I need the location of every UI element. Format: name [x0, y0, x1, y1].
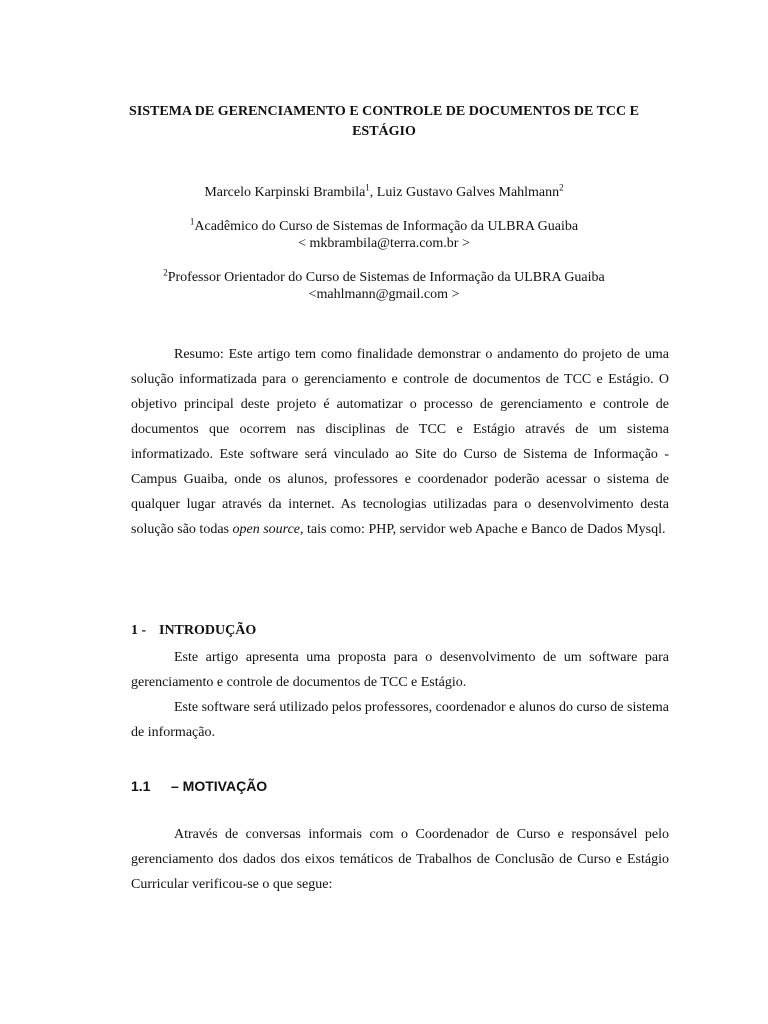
- affiliation-2-email: <mahlmann@gmail.com >: [308, 287, 460, 302]
- affiliation-1: [100, 218, 668, 252]
- author-2-superscript: 2: [559, 182, 564, 193]
- section-1-heading: [131, 621, 256, 641]
- author-2-name: Luiz Gustavo Galves Mahlmann: [376, 185, 560, 200]
- motivation-paragraph-text: Através de conversas informais com o Coordenador de Curso e responsável pelo gerenciamento dos dados dos eixos temáticos de Trabalhos de Conclusão de Curso e Estágio Curricular verificou-se o que segue:: [131, 827, 669, 892]
- paper-title: SISTEMA DE GERENCIAMENTO E CONTROLE DE DOCUMENTOS DE TCC E ESTÁGIO: [129, 104, 639, 139]
- affiliation-1-email: < mkbrambila@terra.com.br >: [298, 236, 470, 251]
- author-separator: ,: [369, 185, 377, 200]
- affiliation-2-text: Professor Orientador do Curso de Sistemas de Informação da ULBRA Guaiba: [167, 270, 605, 285]
- section-1-1-number: 1.1: [131, 778, 151, 794]
- affiliation-1-text: Acadêmico do Curso de Sistemas de Informação da ULBRA Guaiba: [194, 219, 579, 234]
- author-line: [100, 183, 668, 203]
- abstract-paragraph: [131, 342, 669, 542]
- intro-paragraph-1-text: Este artigo apresenta uma proposta para o desenvolvimento de um software para gerenciamento e controle de documentos de TCC e Estágio.: [131, 650, 669, 690]
- section-1-1-heading: [131, 776, 267, 796]
- section-1-1-title: – MOTIVAÇÃO: [171, 778, 268, 794]
- affiliation-2-superscript: 2: [163, 267, 168, 278]
- author-1-name: Marcelo Karpinski Brambila: [204, 185, 366, 200]
- section-1-number: 1 -: [131, 623, 147, 638]
- affiliation-1-superscript: 1: [189, 216, 195, 227]
- intro-paragraph-1: [131, 645, 669, 695]
- affiliation-2: [100, 269, 668, 303]
- section-1-title: INTRODUÇÃO: [159, 623, 257, 638]
- author-1-superscript: 1: [365, 182, 370, 193]
- intro-paragraph-2-text: Este software será utilizado pelos professores, coordenador e alunos do curso de sistema de informação.: [131, 700, 669, 740]
- motivation-paragraph: [131, 822, 669, 897]
- abstract-italic-term: open source: [232, 522, 301, 537]
- abstract-text-end: , tais como: PHP, servidor web Apache e Banco de Dados Mysql.: [300, 522, 666, 537]
- intro-paragraph-2: [131, 695, 669, 745]
- abstract-text-start: Resumo: Este artigo tem como finalidade demonstrar o andamento do projeto de uma solução informatizada para o gerenciamento e controle de documentos de TCC e Estágio. O objetivo principal deste projeto é automatizar o processo de gerenciamento e controle de documentos que ocorrem nas disciplinas de TCC e Estágio através de um sistema informatizado. Este software será vinculado ao Site do Curso de Sistema de Informação - Campus Guaiba, onde os alunos, professores e coordenador poderão acessar o sistema de qualquer lugar através da internet. As tecnologias utilizadas para o desenvolvimento desta solução são todas: [131, 347, 669, 537]
